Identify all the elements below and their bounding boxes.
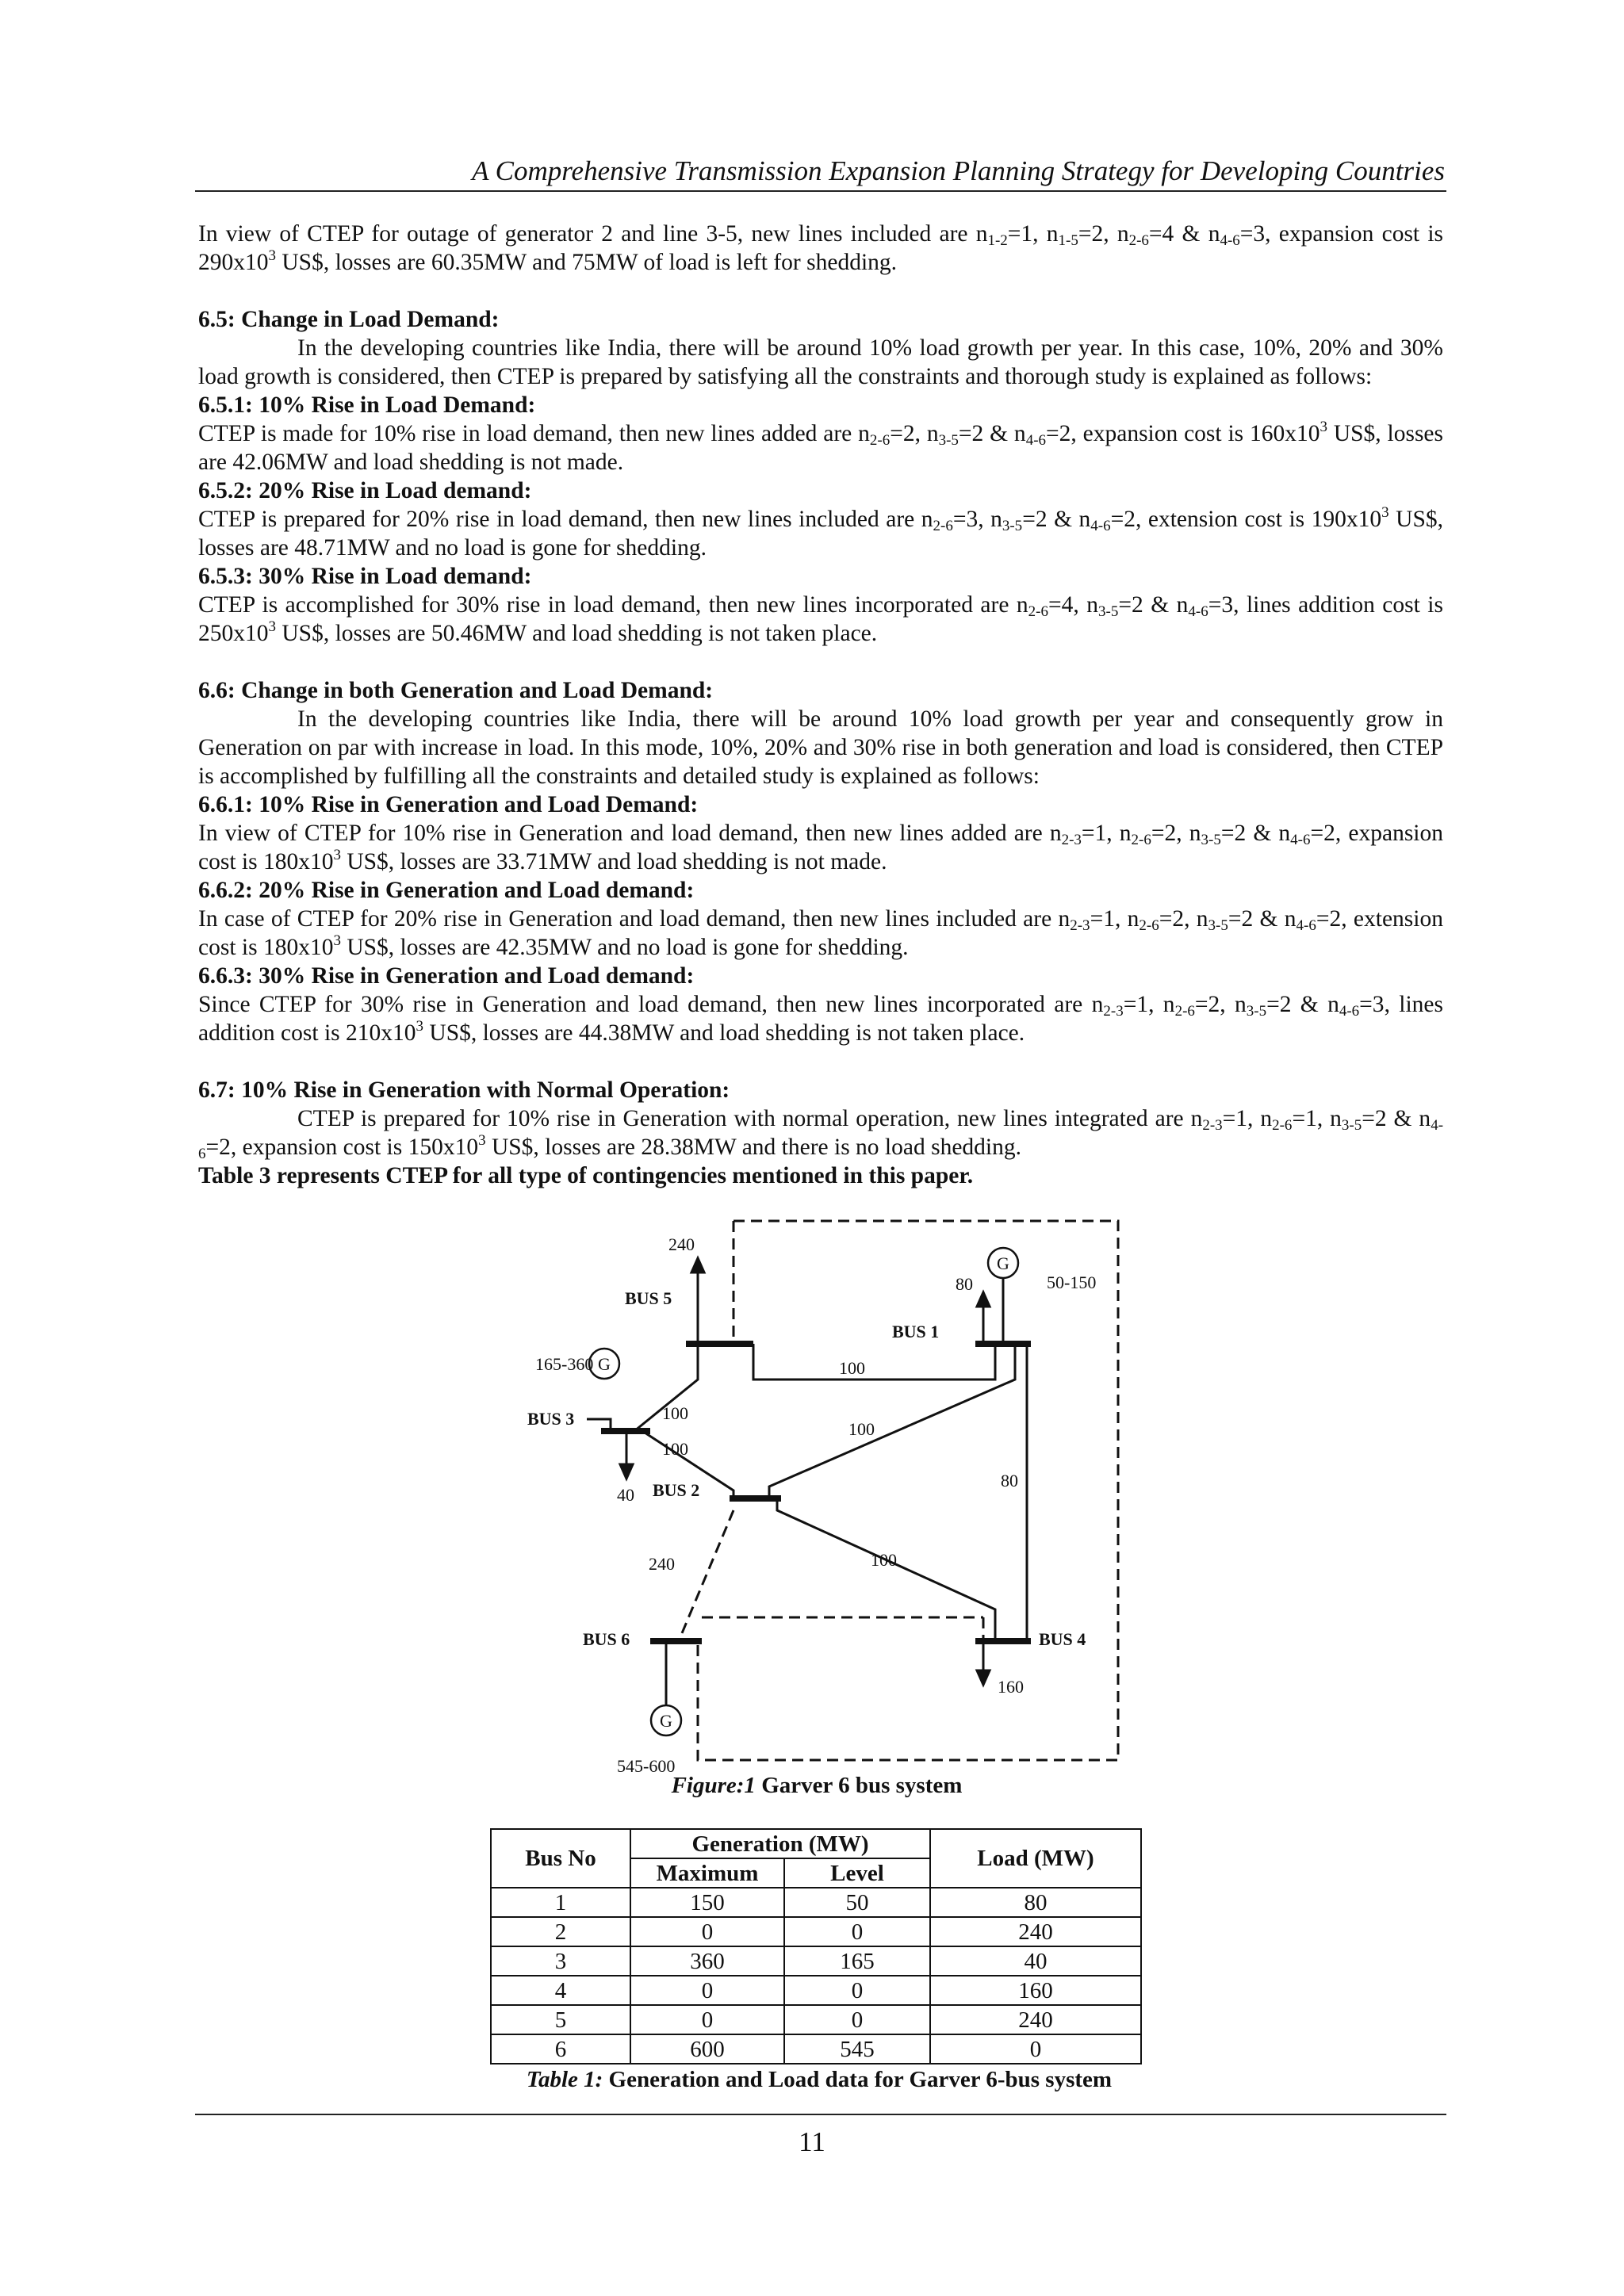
table-row: 4 0 0 160 <box>491 1976 1141 2005</box>
bus5-label: BUS 5 <box>625 1288 672 1308</box>
load5-arrow-head <box>691 1258 704 1272</box>
page-number: 11 <box>799 2126 825 2157</box>
load3-arrow-head <box>620 1464 633 1479</box>
bus3-label: BUS 3 <box>527 1409 575 1429</box>
gen6-range: 545-600 <box>617 1756 676 1776</box>
table3-reference: Table 3 represents CTEP for all type of contingencies mentioned in this paper. <box>198 1163 974 1188</box>
th-level: Level <box>784 1858 930 1888</box>
garver-6-bus-diagram <box>508 1217 1126 1788</box>
generation-load-table <box>490 1828 1142 2064</box>
line-1-5-rating: 100 <box>839 1358 865 1378</box>
paragraph-6-6: In the developing countries like India, there will be around 10% load growth per year and consequently grow in Generation on par with increase in load. In this mode, 10%, 20% and 30% rise in both generation and load is considered, then CTEP is accomplished by fulfilling all the constraints and detailed study is explained as follows: <box>198 706 1443 789</box>
paragraph-6-6-2: In case of CTEP for 20% rise in Generation and load demand, then new lines included are $n_{2-3}=1$, $n_{2-6}=2$, $n_{3-5}=2$ & $n_{4-6}=2$, extension cost is $180x10^3$ US$, losses are 42.35MW and no load is gone for shedding. <box>198 906 1443 960</box>
section-heading-6-5-1: 6.5.1: 10% Rise in Load Demand: <box>198 392 536 418</box>
load5-value: 240 <box>668 1234 695 1254</box>
paragraph-6-5-3: CTEP is accomplished for 30% rise in load demand, then new lines incorporated are $n_{2-6}=4$, $n_{3-5}=2$ & $n_{4-6}=3$, lines addition cost is $250x10^3$ US$, losses are 50.46MW and load shedding is not taken place. <box>198 592 1443 646</box>
dashed-line-bus2-bus6 <box>682 1510 733 1633</box>
section-heading-6-5-3: 6.5.3: 30% Rise in Load demand: <box>198 564 532 589</box>
bus6-label: BUS 6 <box>583 1629 630 1649</box>
load4-value: 160 <box>998 1677 1024 1697</box>
gen1-range: 50-150 <box>1047 1272 1097 1292</box>
table-row: 1 150 50 80 <box>491 1888 1141 1917</box>
th-bus-no: Bus No <box>491 1829 630 1888</box>
table-row: 5 0 0 240 <box>491 2005 1141 2034</box>
load1-arrow-head <box>977 1292 990 1307</box>
paragraph-6-5: In the developing countries like India, there will be around 10% load growth per year. In this case, 10%, 20% and 30% load growth is considered, then CTEP is prepared by satisfying all the constraints and thorough study is explained as follows: <box>198 335 1443 389</box>
section-heading-6-5: 6.5: Change in Load Demand: <box>198 307 500 332</box>
th-generation: Generation (MW) <box>630 1829 930 1858</box>
table-row: 6 600 545 0 <box>491 2034 1141 2064</box>
bus2-label: BUS 2 <box>653 1480 700 1500</box>
body-text <box>198 220 1443 1190</box>
bus1-label: BUS 1 <box>892 1322 940 1341</box>
section-heading-6-7: 6.7: 10% Rise in Generation with Normal Operation: <box>198 1077 730 1103</box>
paragraph-6-5-2: CTEP is prepared for 20% rise in load demand, then new lines included are $n_{2-6}=3$, $n_{3-5}=2$ & $n_{4-6}=2$, extension cost is $190x10^3$ US$, losses are 48.71MW and no load is gone for shedding. <box>198 504 1443 561</box>
section-heading-6-5-2: 6.5.2: 20% Rise in Load demand: <box>198 478 532 503</box>
paragraph-outage: In view of CTEP for outage of generator 2 and line 3-5, new lines included are $n_{1-2}=1$, $n_{1-5}=2$, $n_{2-6}=4$ & $n_{4-6}=3$, expansion cost is $290x10^3$ US$, losses are 60.35MW and 75MW of load is left for shedding. <box>198 221 1444 275</box>
paragraph-6-6-1: In view of CTEP for 10% rise in Generation and load demand, then new lines added are $n_{2-3}=1$, $n_{2-6}=2$, $n_{3-5}=2$ & $n_{4-6}=2$, expansion cost is $180x10^3$ US$, losses are 33.71MW and load shedding is not made. <box>198 821 1443 874</box>
line-bus5-bus1 <box>753 1344 995 1380</box>
line-3-5-rating: 100 <box>662 1403 688 1423</box>
table-caption: Table 1: Generation and Load data for Garver 6-bus system <box>526 2067 1113 2092</box>
paragraph-6-6-3: Since CTEP for 30% rise in Generation and load demand, then new lines incorporated are $n_{2-3}=1$, $n_{2-6}=2$, $n_{3-5}=2$ & $n_{4-6}=3$, lines addition cost is $210x10^3$ US$, losses are 44.38MW and load shedding is not taken place. <box>198 992 1443 1046</box>
figure-caption: Figure:1 Garver 6 bus system <box>671 1773 963 1798</box>
load4-arrow-head <box>977 1670 990 1685</box>
paragraph-6-7: CTEP is prepared for 10% rise in Generation with normal operation, new lines integrated are $n_{2-3}=1$, $n_{2-6}=1$, $n_{3-5}=2$ & $n_{4-6}=2$, expansion cost is $150x10^3$ US$, losses are 28.38MW and there is no load shedding. <box>198 1106 1444 1162</box>
generator-bus3-label: G <box>598 1354 611 1374</box>
line-2-3-rating: 100 <box>662 1439 688 1459</box>
generator-bus1-label: G <box>997 1253 1009 1273</box>
running-head: A Comprehensive Transmission Expansion Planning Strategy for Developing Countries <box>472 155 1445 186</box>
generator-bus6-label: G <box>660 1711 672 1731</box>
section-heading-6-6-3: 6.6.3: 30% Rise in Generation and Load demand: <box>198 963 695 989</box>
dashed-candidate-box <box>698 1221 1118 1760</box>
paragraph-6-5-1: CTEP is made for 10% rise in load demand, then new lines added are $n_{2-6}=2$, $n_{3-5}=2$ & $n_{4-6}=2$, expansion cost is $160x10^3$ US$, losses are 42.06MW and load shedding is not made. <box>198 419 1443 475</box>
footer-rule <box>195 2114 1446 2115</box>
bus4-label: BUS 4 <box>1039 1629 1086 1649</box>
table-row: 2 0 0 240 <box>491 1917 1141 1946</box>
line-bus2-bus1 <box>769 1344 1015 1498</box>
line-1-2-rating: 100 <box>848 1419 875 1439</box>
th-maximum: Maximum <box>630 1858 784 1888</box>
line-bus2-bus4 <box>777 1498 995 1641</box>
section-heading-6-6-2: 6.6.2: 20% Rise in Generation and Load demand: <box>198 878 695 903</box>
line-2-6-rating: 240 <box>649 1554 675 1574</box>
table-row: 3 360 165 40 <box>491 1946 1141 1976</box>
line-2-4-rating: 100 <box>871 1550 897 1570</box>
section-heading-6-6-1: 6.6.1: 10% Rise in Generation and Load Demand: <box>198 792 699 817</box>
load1-value: 80 <box>956 1274 973 1294</box>
load3-value: 40 <box>617 1485 634 1505</box>
section-heading-6-6: 6.6: Change in both Generation and Load Demand: <box>198 678 714 703</box>
th-load: Load (MW) <box>930 1829 1141 1888</box>
line-1-4-rating: 80 <box>1001 1471 1018 1490</box>
gen3-range: 165-360 <box>535 1354 594 1374</box>
header-rule <box>195 190 1446 192</box>
